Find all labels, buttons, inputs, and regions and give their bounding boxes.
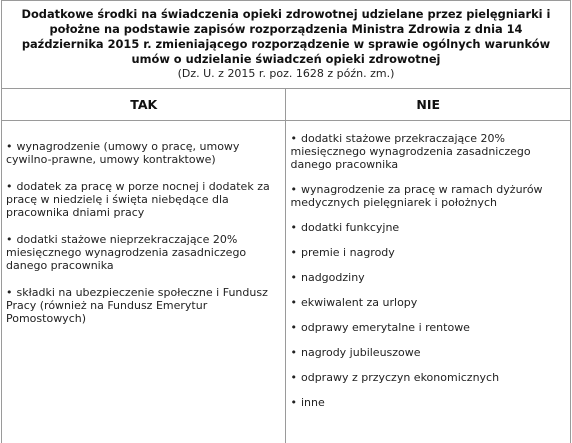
bullet-icon: •: [6, 286, 13, 299]
bullet-icon: •: [290, 271, 297, 284]
bullet-icon: •: [290, 321, 297, 334]
bullet-icon: •: [290, 371, 297, 384]
list-item: [290, 221, 564, 234]
tak-cell: [2, 121, 286, 443]
item-text: dodatki stażowe przekraczające 20% miesięcznego wynagrodzenia zasadniczego danego pracownika: [290, 132, 531, 171]
list-item: [6, 233, 279, 272]
bullet-icon: •: [6, 140, 13, 153]
list-item: [290, 346, 564, 359]
bullet-icon: •: [290, 246, 297, 259]
list-item: [290, 321, 564, 334]
item-text: wynagrodzenie (umowy o pracę, umowy cywilno-prawne, umowy kontraktowe): [6, 140, 240, 166]
list-item: [290, 396, 564, 409]
item-text: odprawy z przyczyn ekonomicznych: [300, 371, 500, 384]
item-text: wynagrodzenie za pracę w ramach dyżurów medycznych pielęgniarek i położnych: [290, 183, 543, 209]
list-item: [290, 371, 564, 384]
header-row: [2, 89, 571, 121]
list-item: [290, 246, 564, 259]
list-item: [290, 183, 564, 209]
table-title: Dodatkowe środki na świadczenia opieki zdrowotnej udzielane przez pielęgniarki i położne na podstawie zapisów rozporządzenia Ministra Zdrowia z dnia 14 października 2015 r. zmieniającego rozporządzenie w sprawie ogólnych warunków umów o udzielanie świadczeń opieki zdrowotnej: [21, 6, 551, 66]
list-item: [6, 286, 279, 325]
list-item: [290, 296, 564, 309]
bullet-icon: •: [290, 396, 297, 409]
item-text: dodatki stażowe nieprzekraczające 20% miesięcznego wynagrodzenia zasadniczego danego pracownika: [6, 233, 247, 272]
item-text: składki na ubezpieczenie społeczne i Fundusz Pracy (również na Fundusz Emerytur Pomostowych): [6, 286, 268, 325]
bullet-icon: •: [6, 180, 13, 193]
bullet-icon: •: [290, 221, 297, 234]
bullet-icon: •: [290, 346, 297, 359]
list-item: [290, 271, 564, 284]
item-text: ekwiwalent za urlopy: [300, 296, 418, 309]
list-item: [6, 140, 279, 166]
bullet-icon: •: [290, 183, 297, 196]
item-text: premie i nagrody: [300, 246, 395, 259]
list-item: [6, 180, 279, 219]
funding-table: [1, 0, 571, 443]
item-text: inne: [300, 396, 325, 409]
legal-reference: (Dz. U. z 2015 r. poz. 1628 z późn. zm.): [177, 66, 395, 80]
bullet-icon: •: [6, 233, 13, 246]
list-item: [290, 132, 564, 171]
bullet-icon: •: [290, 132, 297, 145]
item-text: nagrody jubileuszowe: [300, 346, 421, 359]
item-text: dodatki funkcyjne: [300, 221, 400, 234]
column-header-nie: NIE: [286, 89, 571, 121]
title-cell: [2, 1, 571, 89]
body-row: [2, 121, 571, 443]
bullet-icon: •: [290, 296, 297, 309]
item-text: nadgodziny: [300, 271, 365, 284]
item-text: dodatek za pracę w porze nocnej i dodatek za pracę w niedzielę i święta niebędące dla pracownika dniami pracy: [6, 180, 270, 219]
nie-cell: [286, 121, 571, 443]
column-header-tak: TAK: [2, 89, 286, 121]
title-row: [2, 1, 571, 89]
item-text: odprawy emerytalne i rentowe: [300, 321, 470, 334]
